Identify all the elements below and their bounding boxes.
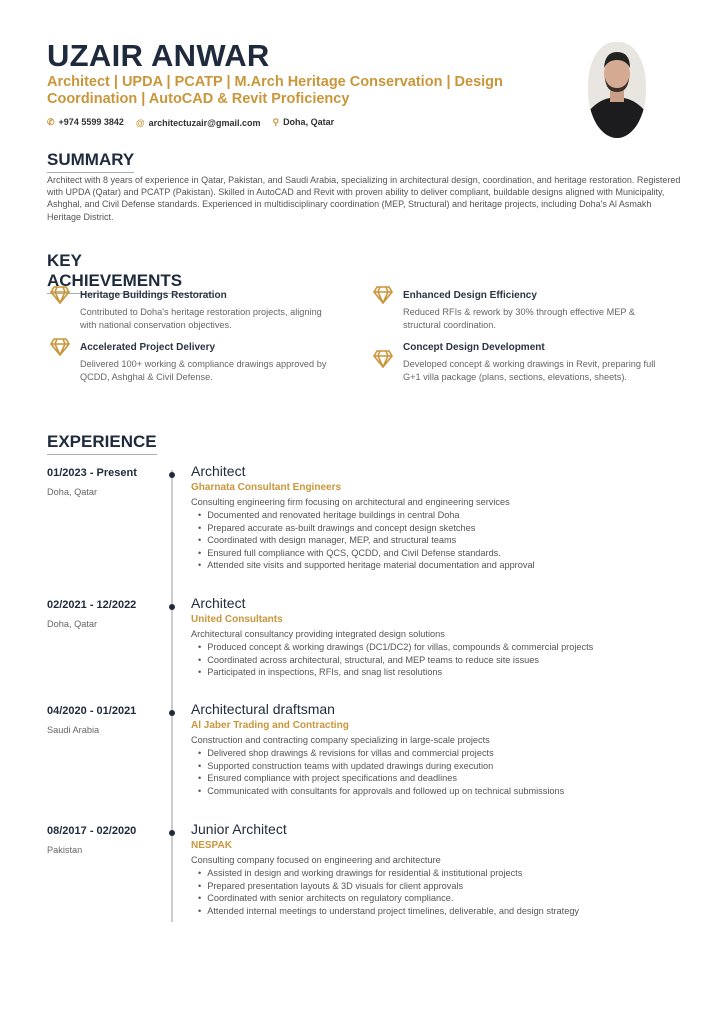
location-pin-icon: ⚲ [272, 117, 280, 127]
job-bullet: • Documented and renovated heritage buildings in central Doha [198, 509, 681, 522]
job-bullet: • Prepared accurate as-built drawings and concept design sketches [198, 522, 681, 535]
job-bullet: • Ensured compliance with project specifications and deadlines [198, 772, 681, 785]
job-role: Junior Architect [191, 821, 287, 837]
diamond-icon [50, 286, 70, 304]
timeline-dot [169, 472, 175, 478]
job-dates: 02/2021 - 12/2022 [47, 599, 137, 611]
achievement-title: Enhanced Design Efficiency [403, 290, 537, 301]
job-bullet: • Supported construction teams with updated drawings during execution [198, 760, 681, 773]
at-icon: @ [135, 117, 145, 128]
job-bullet: • Attended internal meetings to understand project timelines, deliverable, and design strategy [198, 905, 681, 918]
achievement-title: Accelerated Project Delivery [80, 342, 216, 353]
profile-photo [588, 42, 646, 138]
achievement-text: Developed concept & working drawings in Revit, preparing full G+1 villa package (plans, sections, elevations, sheets). [403, 359, 656, 382]
location-contact [272, 117, 334, 128]
job-location: Saudi Arabia [47, 725, 100, 735]
achievements-heading: KEY ACHIEVEMENTS [47, 251, 213, 294]
job-dates: 01/2023 - Present [47, 467, 137, 479]
job-bullet: • Coordinated across architectural, structural, and MEP teams to reduce site issues [198, 654, 681, 667]
job-bullets [198, 867, 681, 917]
phone-contact[interactable] [47, 117, 124, 128]
diamond-icon [373, 286, 393, 304]
job-role: Architectural draftsman [191, 701, 335, 717]
summary-text: Architect with 8 years of experience in Qatar, Pakistan, and Saudi Arabia, specializing in architectural design, coordination, and heritage restoration. Registered with UPDA (Qatar) and PCATP (Pakistan). Skilled in AutoCAD and Revit with proven ability to deliver compliant, buildable designs aligned with Municipality, Ashghal, and Civil Defense standards. Experienced in multidisciplinary coordination (MEP, Structural) and heritage projects, including Doha's Al Asmakh Heritage District. [47, 175, 681, 222]
job-bullet: • Communicated with consultants for approvals and followed up on technical submissions [198, 785, 681, 798]
job-location: Doha, Qatar [47, 619, 98, 629]
job-bullet: • Participated in inspections, RFIs, and snag list resolutions [198, 666, 681, 679]
achievement-item [50, 342, 340, 383]
diamond-icon [50, 338, 70, 356]
achievement-text: Contributed to Doha's heritage restoration projects, aligning with national conservation objectives. [80, 307, 322, 330]
summary-heading: SUMMARY [47, 150, 134, 173]
timeline-dot [169, 710, 175, 716]
experience-heading: EXPERIENCE [47, 432, 157, 455]
job-company: United Consultants [191, 614, 283, 625]
job-location: Doha, Qatar [47, 487, 98, 497]
job-dates: 04/2020 - 01/2021 [47, 705, 137, 717]
achievement-text: Delivered 100+ working & compliance drawings approved by QCDD, Ashghal & Civil Defense. [80, 359, 327, 382]
achievement-text: Reduced RFIs & rework by 30% through effective MEP & structural coordination. [403, 307, 636, 330]
job-bullets [198, 641, 681, 679]
job-bullets [198, 509, 681, 572]
job-bullet: • Produced concept & working drawings (DC1/DC2) for villas, compounds & commercial projects [198, 641, 681, 654]
job-bullet: • Assisted in design and working drawings for residential & institutional projects [198, 867, 681, 880]
job-description: Architectural consultancy providing integrated design solutions [191, 629, 445, 639]
phone-number: +974 5599 3842 [58, 117, 124, 127]
job-bullets [198, 747, 681, 797]
job-bullet: • Attended site visits and supported heritage material documentation and approval [198, 559, 681, 572]
job-role: Architect [191, 463, 246, 479]
job-description: Consulting company focused on engineering and architecture [191, 855, 441, 865]
achievement-item [50, 290, 340, 331]
job-company: Gharnata Consultant Engineers [191, 482, 342, 493]
email-contact[interactable] [136, 118, 261, 128]
job-company: Al Jaber Trading and Contracting [191, 720, 349, 731]
job-bullet: • Ensured full compliance with QCS, QCDD, and Civil Defense standards. [198, 547, 681, 560]
achievement-item [373, 290, 663, 331]
phone-icon: ✆ [47, 117, 55, 127]
achievement-title: Heritage Buildings Restoration [80, 290, 227, 301]
headline: Architect | UPDA | PCATP | M.Arch Heritage Conservation | Design Coordination | AutoCAD & Revit Proficiency [47, 74, 503, 107]
job-role: Architect [191, 595, 246, 611]
timeline-dot [169, 604, 175, 610]
job-bullet: • Coordinated with design manager, MEP, and structural teams [198, 534, 681, 547]
job-location: Pakistan [47, 845, 83, 855]
candidate-name: UZAIR ANWAR [47, 38, 270, 73]
job-company: NESPAK [191, 840, 232, 851]
diamond-icon [373, 350, 393, 368]
achievement-item [373, 342, 663, 383]
job-bullet: • Prepared presentation layouts & 3D visuals for client approvals [198, 880, 681, 893]
email-address: architectuzair@gmail.com [148, 117, 261, 128]
location-text: Doha, Qatar [283, 117, 335, 127]
job-bullet: • Coordinated with senior architects on regulatory compliance. [198, 892, 681, 905]
timeline-dot [169, 830, 175, 836]
achievement-title: Concept Design Development [403, 342, 545, 353]
job-description: Construction and contracting company specializing in large-scale projects [191, 735, 490, 745]
contact-info [47, 117, 334, 128]
job-description: Consulting engineering firm focusing on architectural and engineering services [191, 497, 510, 507]
job-dates: 08/2017 - 02/2020 [47, 825, 137, 837]
job-bullet: • Delivered shop drawings & revisions for villas and commercial projects [198, 747, 681, 760]
timeline-line [171, 470, 173, 922]
